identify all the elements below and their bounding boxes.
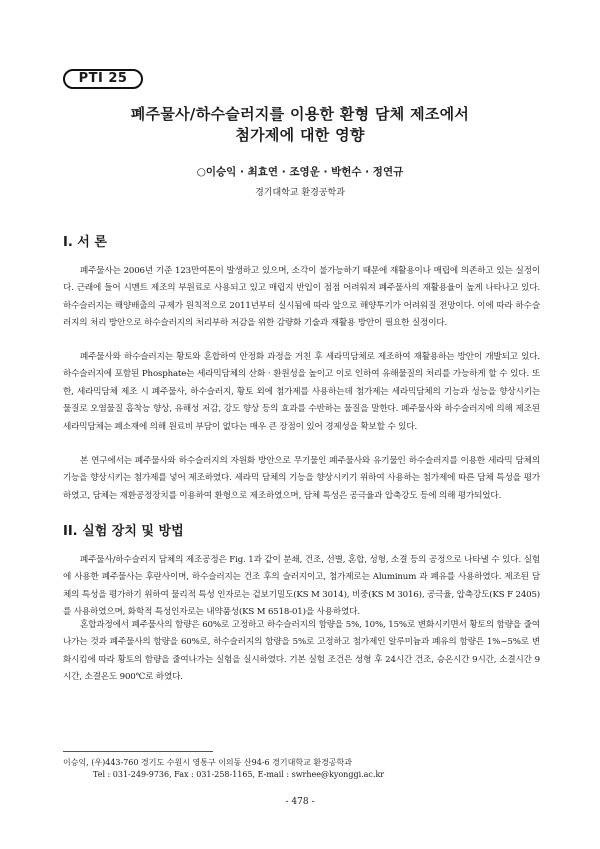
footnote-divider — [63, 751, 213, 752]
author-list: ○이승익 · 최효연 · 조영운 · 박헌수 · 정연규 — [196, 166, 404, 178]
page-number: - 478 - — [285, 797, 315, 807]
intro-paragraph-1: 폐주물사는 2006년 기준 123만여톤이 발생하고 있으며, 소각이 불가능하기 때문에 재활용이나 매립에 의존하고 있는 실정이다. 근래에 들어 시멘트 제조의 부원료로 사용되고 있고 매립지 반입이 점점 어려워져 폐주물사의 재활용율이 높게 나타나고 있다. 하수슬러지는 해양배출의 규제가 원칙적으로 2011년부터 실시됨에 따라 앞으로 해양투기가 어려워질 전망이다. 이에 따라 하수슬러지의 처리 방안으로 하수슬러지의 처리부하 저감을 위한 감량화 기술과 재활용 방안이 필요한 실정이다. — [63, 266, 540, 329]
footnote-address: 이승익, (우)443-760 경기도 수원시 영통구 이의동 산94-6 경기대학교 환경공학과 — [63, 758, 352, 767]
session-badge: PTI 25 — [63, 69, 143, 89]
paper-title-line1: 폐주물사/하수슬러지를 이용한 환형 담체 제조에서 — [130, 105, 470, 123]
method-paragraph-2: 혼합과정에서 폐주물사의 함량은 60%로 고정하고 하수슬러지의 함량을 5%, 10%, 15%로 변화시키면서 황토의 함량을 줄여나가는 것과 폐주물사의 함량을 60%로, 하수슬러지의 함량을 5%로 고정하고 첨가제인 알루미늄과 폐유의 함량은 1%~5%로 변화시킴에 따라 황토의 함량을 줄여나가는 실험을 실시하였다. 기본 실험 조건은 성형 후 24시간 건조, 승온시간 9시간, 소결시간 9시간, 소결온도 900℃로 하였다. — [63, 620, 540, 683]
paper-title-line2: 첨가제에 대한 영향 — [235, 126, 365, 144]
section-heading-method: II. 실험 장치 및 방법 — [63, 524, 184, 539]
intro-paragraph-2: 폐주물사와 하수슬러지는 황토와 혼합하여 안정화 과정을 거친 후 세라믹담체로 제조하여 재활용하는 방안이 개발되고 있다. 하수슬러지에 포함된 Phosphate는 세라믹담체의 산화 · 환원성을 높이고 이로 인하여 유해물질의 처리를 가능하게 할 수 있다. 또한, 세라믹담체 제조 시 폐주물사, 하수슬러지, 황토 외에 첨가제를 사용하는데 첨가제는 세라믹담체의 기능과 성능을 향상시키는 물질로 오염물질 흡착능 향상, 유해성 저감, 강도 향상 등의 효과를 수반하는 물질을 말한다. 폐주물사와 하수슬러지에 의해 제조된 세라믹담체는 폐소재에 의해 원료비 부담이 없다는 매우 큰 장점이 있어 경제성을 확보할 수 있다. — [63, 352, 540, 432]
footnote-contact: Tel : 031-249-9736, Fax : 031-258-1165, E-mail : swrhee@kyonggi.ac.kr — [93, 770, 385, 779]
method-paragraph-1: 폐주물사/하수슬러지 담체의 제조공정은 Fig. 1과 같이 분쇄, 건조, 선별, 혼합, 성형, 소결 등의 공정으로 나타낼 수 있다. 실험에 사용한 폐주물사는 후란사이며, 하수슬러지는 건조 후의 슬러지이고, 첨가제로는 Aluminum 과 폐유를 사용하였다. 제조된 담체의 특성을 평가하기 위하여 물리적 특성 인자로는 겉보기밀도(KS M 3014), 비중(KS M 3016), 공극율, 압축강도(KS F 2405)를 사용하였으며, 화학적 특성인자로는 내약품성(KS M 6518-01)을 사용하였다. — [63, 555, 540, 618]
intro-paragraph-3: 본 연구에서는 폐주물사와 하수슬러지의 자원화 방안으로 무기물인 폐주물사와 유기물인 하수슬러지를 이용한 세라믹 담체의 기능을 향상시키는 첨가제를 넣어 제조하였다. 세라믹 담체의 기능을 향상시키기 위하여 사용하는 첨가제에 따른 담체 특성을 평가하였고, 담체는 재환공정장치를 이용하여 환형으로 제조하였으며, 담체 특성은 공극율과 압축강도 등에 의해 평가되었다. — [63, 456, 540, 501]
section-heading-intro: I. 서 론 — [63, 235, 107, 250]
affiliation: 경기대학교 환경공학과 — [255, 188, 345, 198]
